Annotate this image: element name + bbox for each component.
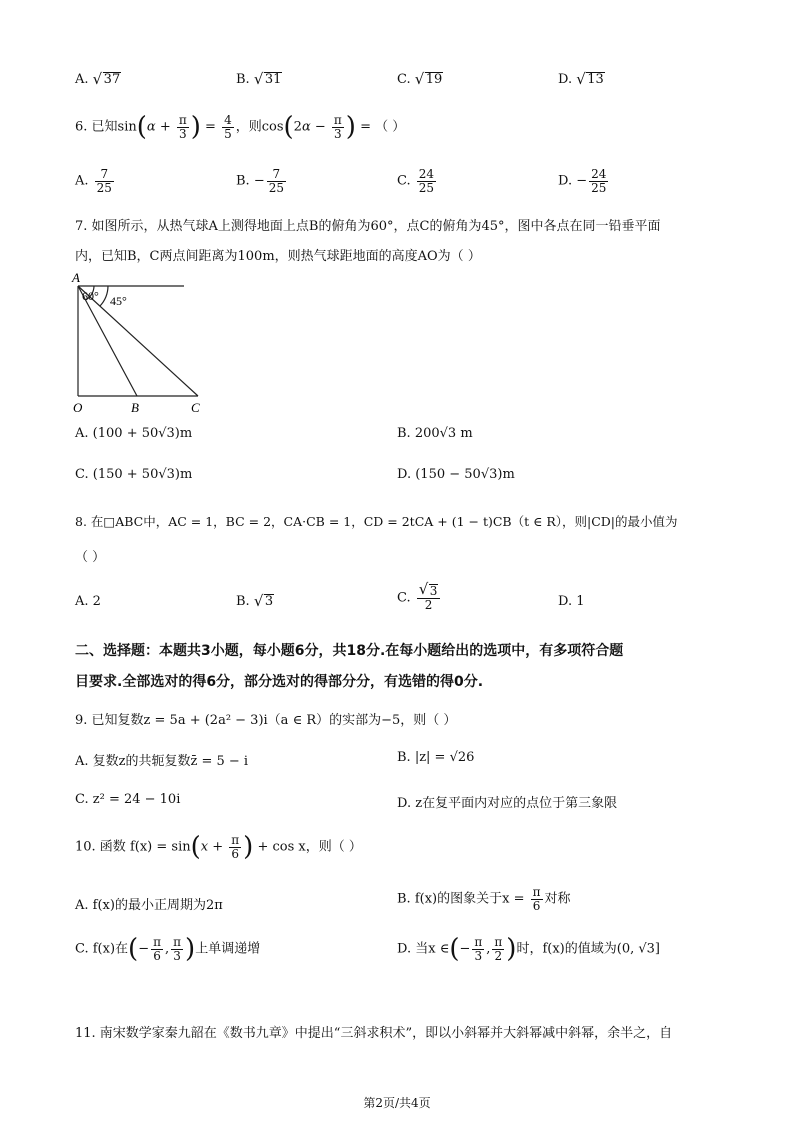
- q9-stem: 9. 已知复数z = 5a + (2a² − 3)i（a ∈ R）的实部为−5，则（ ）: [75, 713, 457, 728]
- q9-option-a: A. 复数z的共轭复数z̄ = 5 − i: [75, 754, 249, 769]
- q5-option-a: A. √ 37: [75, 72, 121, 87]
- q7-stem-line1: 7. 如图所示，从热气球A上测得地面上点B的俯角为60°，点C的俯角为45°，图中各点在同一铅垂平面: [75, 219, 661, 234]
- q10-option-d: D. 当x ∈(− $\frac{\pi}{3}$ , $\frac{\pi}{2}$ )时，f(x)的值域为(0, √3]: [397, 934, 660, 965]
- q5-option-c: C. √ 19: [397, 72, 443, 87]
- q10-option-a: A. f(x)的最小正周期为2π: [75, 898, 223, 913]
- q5-option-b: B. √ 31: [236, 72, 282, 87]
- q8-option-a: A. 2: [75, 594, 101, 609]
- q7-option-a: A. (100 + 50√3)m: [75, 426, 193, 441]
- q8-stem-line1: 8. 在□ABC中，AC = 1，BC = 2，CA·CB = 1，CD = 2tCA + (1 − t)CB（t ∈ R），则|CD|的最小值为: [75, 514, 678, 529]
- q10-option-c: C. f(x)在(− $\frac{\pi}{6}$ , $\frac{\pi}{3}$ )上单调递增: [75, 934, 261, 965]
- q8-option-b: B. √ 3: [236, 594, 274, 609]
- q6-stem: 6. 已知sin(α + $\frac{\pi}{3}$ ) = $\frac{4}{5}$ ，则cos(2α − $\frac{\pi}{3}$ ) = （ ）: [75, 112, 406, 143]
- q8-option-d: D. 1: [558, 594, 585, 609]
- q5-option-d: D. √ 13: [558, 72, 605, 87]
- section2-heading-line2: 目要求.全部选对的得6分，部分选对的得部分分，有选错的得0分.: [75, 674, 484, 690]
- q9-option-c: C. z² = 24 − 10i: [75, 792, 181, 807]
- page-footer: 第2页/共4页: [363, 1096, 431, 1110]
- q7-option-d: D. (150 − 50√3)m: [397, 467, 515, 482]
- q7-option-b: B. 200√3 m: [397, 426, 473, 441]
- q7-option-c: C. (150 + 50√3)m: [75, 467, 193, 482]
- q7-angle-60: 60°: [82, 289, 99, 303]
- q9-option-d: D. z在复平面内对应的点位于第三象限: [397, 796, 618, 811]
- q7-figure: [70, 270, 210, 418]
- q7-label-o: O: [73, 400, 83, 415]
- q8-stem-line2: （ ）: [75, 550, 106, 565]
- q7-label-c: C: [191, 400, 200, 415]
- section2-heading-line1: 二、选择题：本题共3小题，每小题6分，共18分.在每小题给出的选项中，有多项符合题: [75, 643, 624, 659]
- q6-option-a: A. $\frac{7}{25}$: [75, 167, 112, 195]
- q7-label-b: B: [131, 400, 139, 415]
- q6-option-b: B. − $\frac{7}{25}$: [236, 167, 285, 195]
- q8-option-c: C. √ $\frac{3}{2}$: [397, 584, 442, 612]
- q11-stem-line1: 11. 南宋数学家秦九韶在《数书九章》中提出“三斜求积术”，即以小斜幂并大斜幂减中斜幂，余半之，自: [75, 1026, 673, 1041]
- q10-option-b: B. f(x)的图象关于x = $\frac{\pi}{6}$ 对称: [397, 885, 571, 913]
- q7-angle-45: 45°: [110, 294, 127, 308]
- q6-option-c: C. $\frac{24}{25}$: [397, 167, 435, 195]
- q7-label-a: A: [72, 270, 80, 285]
- q6-option-d: D. − $\frac{24}{25}$: [558, 167, 607, 195]
- q7-stem-line2: 内，已知B，C两点间距离为100m，则热气球距地面的高度AO为（ ）: [75, 249, 481, 264]
- q10-stem: 10. 函数 f(x) = sin(x + $\frac{\pi}{6}$ ) + cos x，则（ ）: [75, 832, 362, 863]
- q9-option-b: B. |z| = √26: [397, 750, 475, 765]
